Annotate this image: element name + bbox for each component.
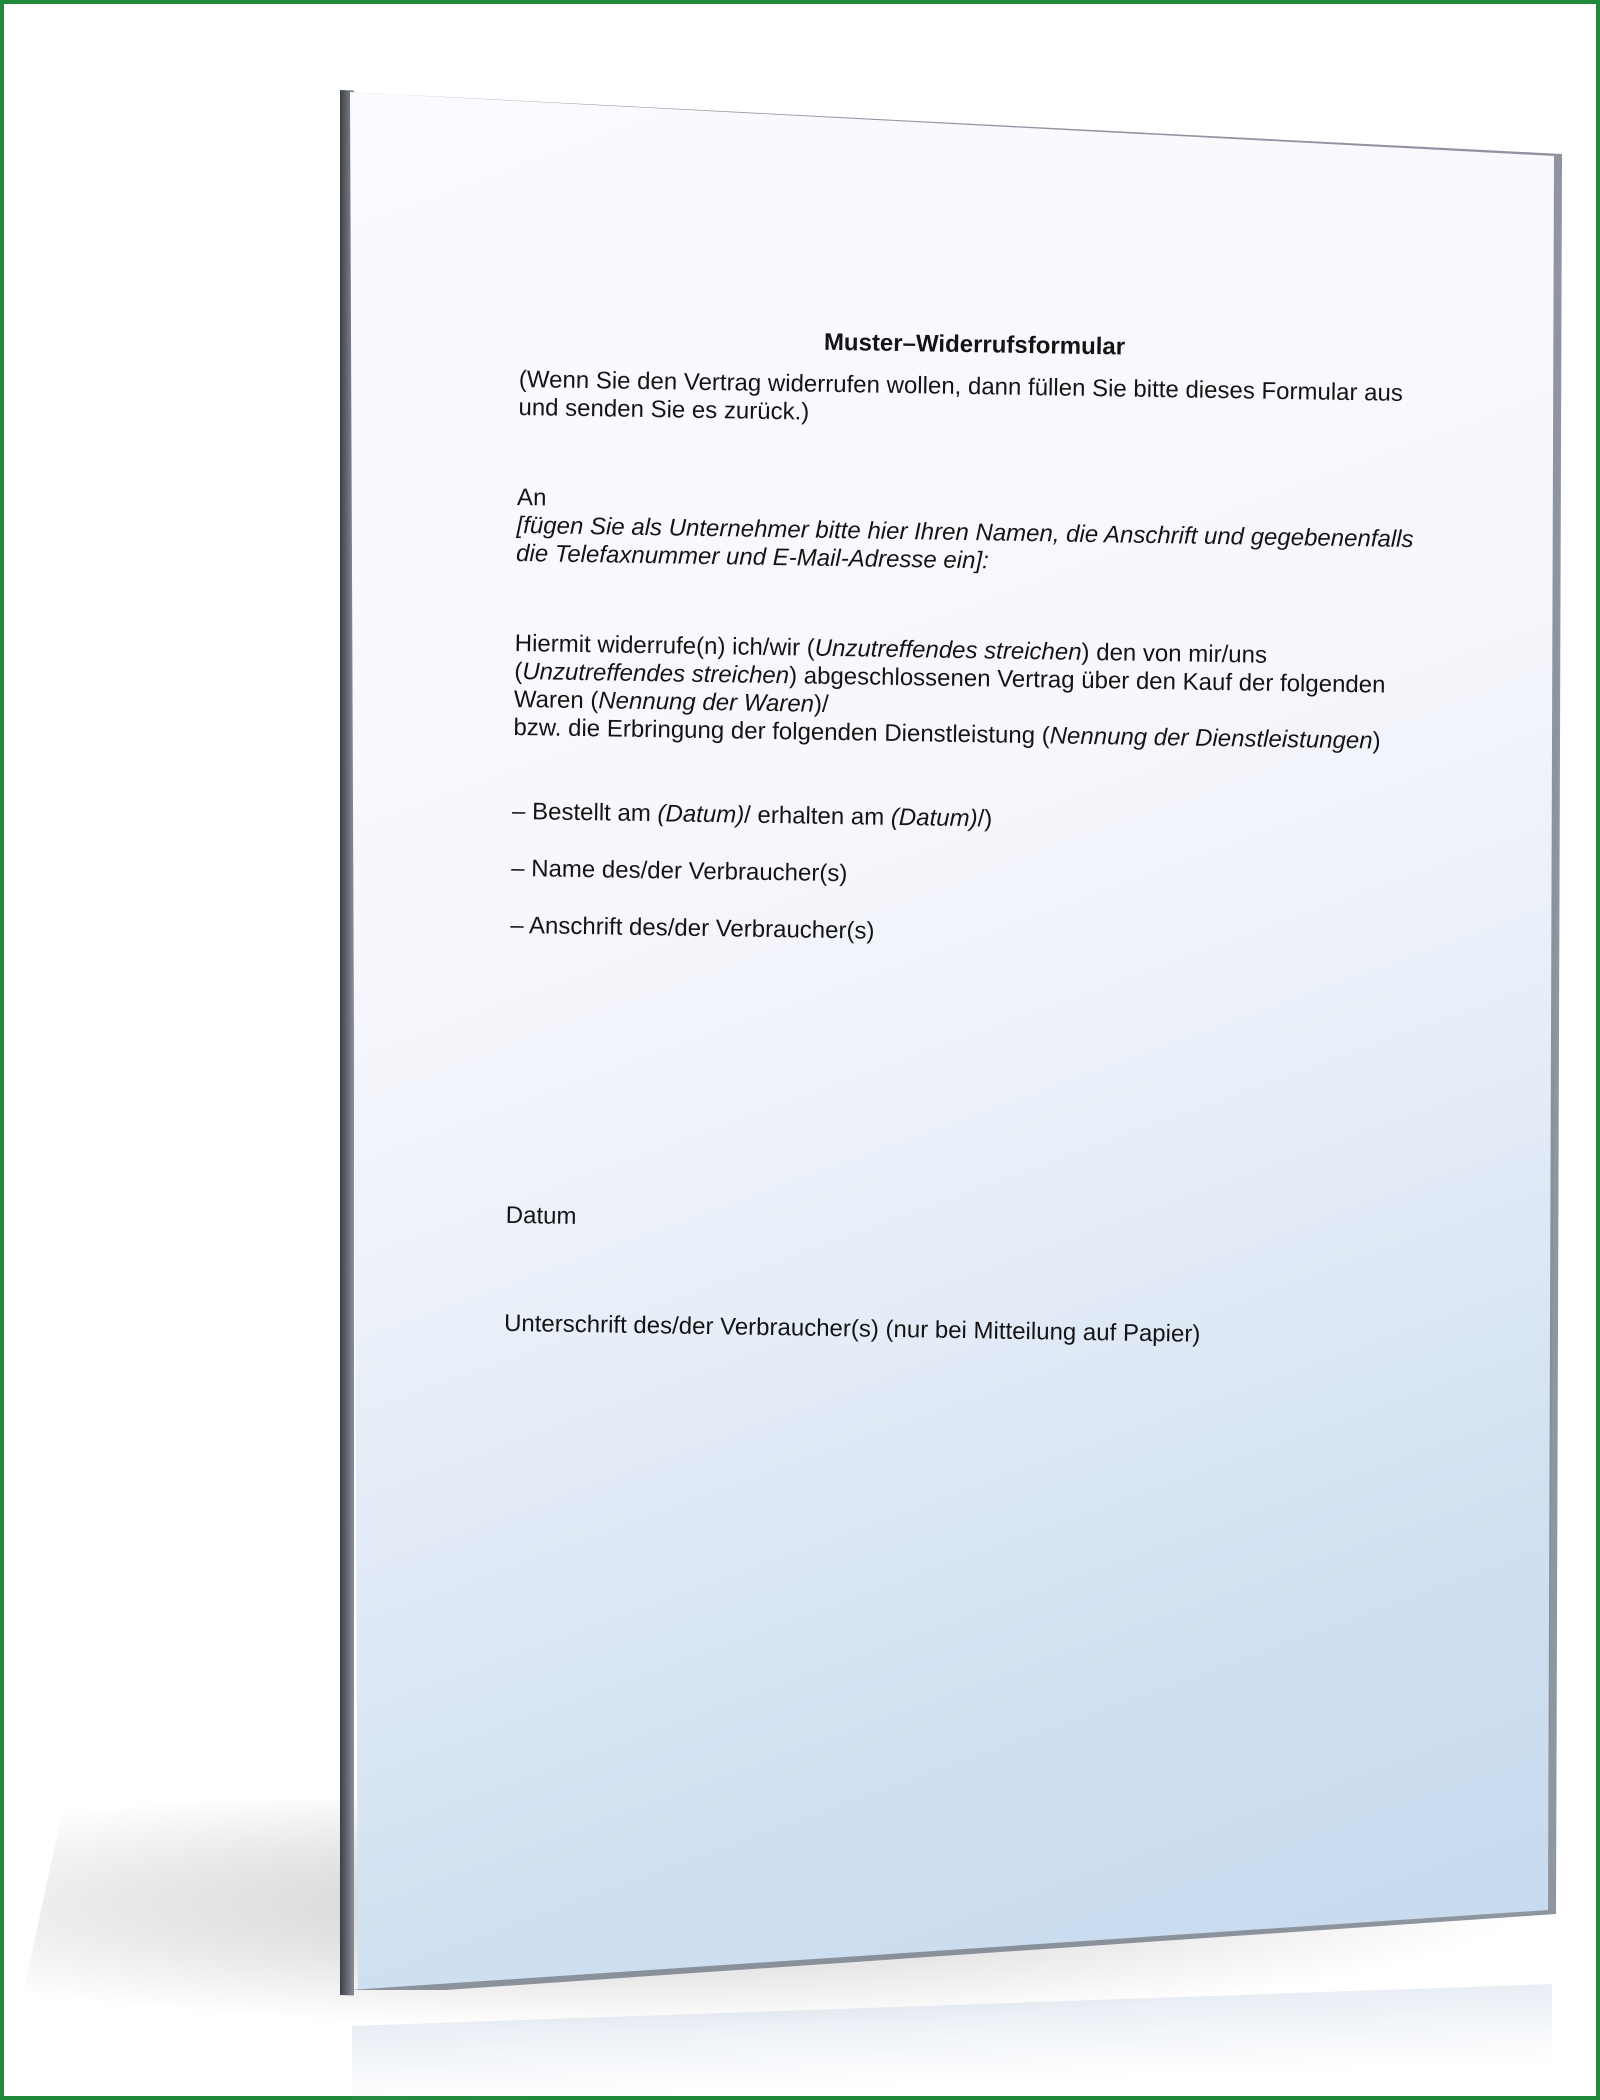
ordered-date-placeholder: (Datum) (657, 800, 745, 829)
service-hint: Nennung der Dienstleistungen (1049, 722, 1373, 755)
service-part: bzw. die Erbringung der folgenden Dienstleistung ( (513, 713, 1050, 750)
revocation-statement (514, 630, 1425, 728)
revocation-hint: Unzutreffendes streichen (814, 634, 1082, 666)
service-part: ) (1372, 727, 1381, 755)
intro-text: (Wenn Sie den Vertrag widerrufen wollen, dann füllen Sie bitte dieses Formular aus und senden Sie es zurück.) (518, 365, 1404, 426)
ordered-suffix: /) (977, 805, 993, 833)
consumer-name-line: – Name des/der Verbraucher(s) (511, 854, 848, 888)
consumer-address-line: – Anschrift des/der Verbraucher(s) (510, 911, 875, 945)
signature-label: Unterschrift des/der Verbraucher(s) (nur bei Mitteilung auf Papier) (503, 1309, 1201, 1348)
document-content (504, 310, 1430, 1352)
revocation-part: )/ (813, 690, 829, 718)
date-label: Datum (505, 1201, 577, 1230)
revocation-hint: Unzutreffendes streichen (522, 658, 790, 690)
recipient-hint: [fügen Sie als Unternehmer bitte hier Ihren Namen, die Anschrift und gegebenenfalls die Telefaxnummer und E-Mail-Adresse ein]: (515, 511, 1414, 575)
revocation-part: ) den von mir/uns ( (514, 638, 1268, 686)
recipient-label: An (516, 483, 547, 512)
revocation-part: Hiermit widerrufe(n) ich/wir ( (514, 629, 815, 662)
document-title: Muster–Widerrufsformular (823, 328, 1126, 361)
revocation-part: ) abgeschlossenen Vertrag über den Kauf der folgenden Waren ( (513, 662, 1386, 715)
received-text: / erhalten am (743, 801, 892, 831)
ordered-prefix: – Bestellt am (511, 797, 658, 828)
revocation-hint: Nennung der Waren (598, 687, 815, 718)
received-date-placeholder: (Datum) (890, 803, 978, 833)
